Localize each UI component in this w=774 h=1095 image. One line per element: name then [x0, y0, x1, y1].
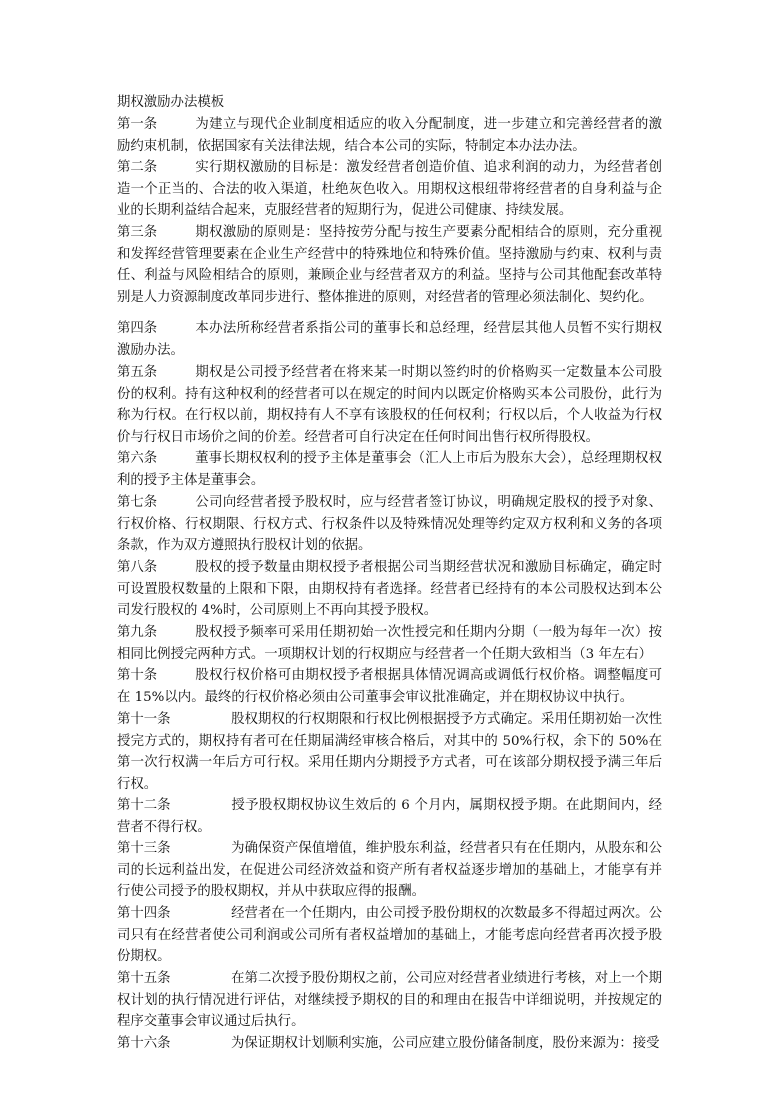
article-text: 在第二次授予股份期权之前，公司应对经营者业绩进行考核，对上一个期权计划的执行情况进行评估，对继续授予期权的目的和理由在报告中详细说明，并按规定的程序交董事会审议通过后执行。	[117, 971, 662, 1030]
article-number: 第十四条	[117, 906, 171, 921]
article-number: 第一条	[117, 117, 158, 132]
article-text: 公司向经营者授予股权时，应与经营者签订协议，明确规定股权的授予对象、行权价格、行权期限、行权方式、行权条件以及特殊情况处理等约定双方权利和义务的各项条款，作为双方遵照执行股权计划的依据。	[117, 495, 662, 554]
article-number: 第十条	[117, 668, 158, 683]
article-text: 董事长期权权利的授予主体是董事会（汇人上市后为股东大会），总经理期权权利的授予主体是董事会。	[117, 451, 662, 488]
article-2	[117, 157, 662, 222]
article-8	[117, 557, 662, 622]
article-number: 第九条	[117, 625, 158, 640]
article-number: 第十一条	[117, 712, 171, 727]
article-number: 第六条	[117, 451, 158, 466]
article-6	[117, 448, 662, 491]
article-3	[117, 222, 662, 308]
article-text: 股权期权的行权期限和行权比例根据授予方式确定。采用任期初始一次性授完方式的，期权持有者可在任期届满经审核合格后，对其中的 50%行权，余下的 50%在第一次行权满一年后方可行权。采用任期内分期授予方式者，可在该部分期权授予满三年后行权。	[117, 712, 662, 792]
article-text: 实行期权激励的目标是：激发经营者创造价值、追求利润的动力，为经营者创造一个正当的、合法的收入渠道，杜绝灰色收入。用期权这根纽带将经营者的自身利益与企业的长期利益结合起来，克服经营者的短期行为，促进公司健康、持续发展。	[117, 160, 662, 219]
article-number: 第七条	[117, 495, 158, 510]
article-text: 本办法所称经营者系指公司的董事长和总经理，经营层其他人员暂不实行期权激励办法。	[117, 321, 662, 358]
article-text: 为建立与现代企业制度相适应的收入分配制度，进一步建立和完善经营者的激励约束机制，依据国家有关法律法规，结合本公司的实际，特制定本办法办法。	[117, 117, 662, 154]
article-13	[117, 838, 662, 903]
article-15	[117, 968, 662, 1033]
article-text: 股权行权价格可由期权授予者根据具体情况调高或调低行权价格。调整幅度可在 15%以内。最终的行权价格必须由公司董事会审议批准确定，并在期权协议中执行。	[117, 668, 662, 705]
article-text: 为保证期权计划顺利实施，公司应建立股份储备制度，股份来源为：接受	[231, 1036, 660, 1051]
article-text: 股权的授予数量由期权授予者根据公司当期经营状况和激励目标确定，确定时可设置股权数量的上限和下限，由期权持有者选择。经营者已经持有的本公司股权达到本公司发行股权的 4%时，公司原则上不再向其授予股权。	[117, 560, 662, 619]
article-number: 第十三条	[117, 841, 171, 856]
article-text: 期权激励的原则是：坚持按劳分配与按生产要素分配相结合的原则，充分重视和发挥经营管理要素在企业生产经营中的特殊地位和特殊价值。坚持激励与约束、权利与责任、利益与风险相结合的原则，兼顾企业与经营者双方的利益。坚持与公司其他配套改革特别是人力资源制度改革同步进行、整体推进的原则，对经营者的管理必须法制化、契约化。	[117, 225, 662, 305]
article-number: 第十五条	[117, 971, 171, 986]
article-number: 第五条	[117, 365, 158, 380]
article-text: 为确保资产保值增值，维护股东利益，经营者只有在任期内，从股东和公司的长远利益出发，在促进公司经济效益和资产所有者权益逐步增加的基础上，才能享有并行使公司授予的股权期权，并从中获取应得的报酬。	[117, 841, 662, 900]
document-title: 期权激励办法模板	[117, 95, 225, 110]
article-1	[117, 114, 662, 157]
article-12	[117, 795, 662, 838]
article-text: 授予股权期权协议生效后的 6 个月内，属期权授予期。在此期间内，经营者不得行权。	[117, 798, 662, 835]
article-number: 第三条	[117, 225, 158, 240]
article-text: 股权授予频率可采用任期初始一次性授完和任期内分期（一般为每年一次）按相同比例授完两种方式。一项期权计划的行权期应与经营者一个任期大致相当（3 年左右）	[117, 625, 662, 662]
article-number: 第十六条	[117, 1036, 171, 1051]
article-11	[117, 709, 662, 795]
article-number: 第四条	[117, 321, 158, 336]
article-9	[117, 622, 662, 665]
article-4	[117, 318, 662, 361]
article-7	[117, 492, 662, 557]
article-number: 第八条	[117, 560, 158, 575]
article-number: 第二条	[117, 160, 158, 175]
article-16	[117, 1033, 662, 1055]
article-number: 第十二条	[117, 798, 171, 813]
article-text: 经营者在一个任期内，由公司授予股份期权的次数最多不得超过两次。公司只有在经营者使公司利润或公司所有者权益增加的基础上，才能考虑向经营者再次授予股份期权。	[117, 906, 662, 965]
article-text: 期权是公司授予经营者在将来某一时期以签约时的价格购买一定数量本公司股份的权利。持有这种权利的经营者可以在规定的时间内以既定价格购买本公司股份，此行为称为行权。在行权以前，期权持有人不享有该股权的任何权利；行权以后，个人收益为行权价与行权日市场价之间的价差。经营者可自行决定在任何时间出售行权所得股权。	[117, 365, 662, 445]
article-10	[117, 665, 662, 708]
article-5	[117, 362, 662, 448]
article-14	[117, 903, 662, 968]
